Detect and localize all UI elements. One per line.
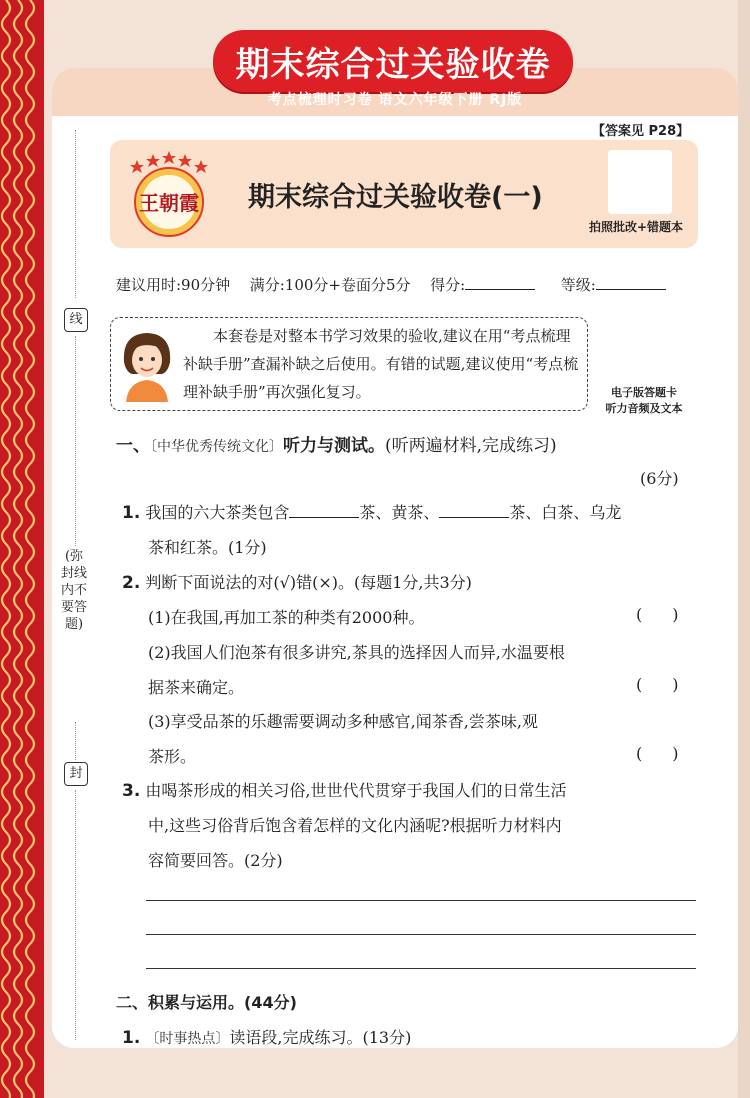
judge-item-2: (2)我国人们泡茶有很多讲究,茶具的选择因人而异,水温要根: [148, 643, 565, 662]
seal-line-dots-lower: [75, 722, 76, 760]
judge-answer-2[interactable]: (): [636, 675, 709, 694]
grade-label: 等级:: [560, 276, 596, 294]
suggested-time: 建议用时:90分钟: [116, 276, 231, 294]
question-1-continued: 茶和红茶。(1分): [148, 538, 267, 557]
judge-item-2-continued: 据茶来确定。: [148, 678, 245, 697]
question-3: [122, 778, 566, 801]
answer-blank-2[interactable]: [439, 503, 509, 518]
section-1-number: 一、: [116, 436, 150, 456]
judge-answer-3[interactable]: (): [636, 744, 709, 763]
score-label: 得分:: [430, 276, 466, 294]
decorative-ribbon-border: [0, 0, 44, 1098]
judge-answer-1[interactable]: (): [636, 605, 709, 624]
question-2-1-text: 读语段,完成练习。(13分): [229, 1028, 412, 1047]
question-2-1-tag: 〔时事热点〕: [145, 1031, 230, 1047]
usage-note-text: 本套卷是对整本书学习效果的验收,建议在用“考点梳理补缺手册”查漏补缺之后使用。有错的试题,建议使用“考点梳理补缺手册”再次强化复习。: [183, 327, 579, 401]
answer-line-3[interactable]: [146, 968, 696, 969]
side-char-xian: 线: [64, 308, 88, 332]
seal-line-dots-top: [75, 130, 76, 298]
answer-line-2[interactable]: [146, 934, 696, 935]
question-1-text-b: 茶、黄茶、: [359, 503, 440, 522]
question-3-line-3: 容简要回答。(2分): [148, 851, 283, 870]
question-2-number: 2.: [122, 573, 141, 593]
qr-code-placeholder[interactable]: [608, 150, 672, 214]
section-1-score: (6分): [640, 469, 679, 488]
seal-line-dots-bottom: [75, 790, 76, 1040]
answer-line-1[interactable]: [146, 900, 696, 901]
question-2-1: [122, 1025, 411, 1048]
banner: [213, 30, 573, 92]
section-2-heading: 二、积累与运用。(44分): [116, 993, 297, 1012]
score-blank[interactable]: [465, 275, 535, 290]
seal-line-note: (弥封线内不要答题): [60, 549, 87, 632]
grade-blank[interactable]: [596, 275, 666, 290]
full-score: 满分:100分+卷面分5分: [249, 276, 411, 294]
section-1-heading: [116, 431, 557, 456]
audio-text-label: 听力音频及文本: [605, 402, 683, 415]
question-3-number: 3.: [122, 781, 141, 801]
qr-label: 拍照批改+错题本: [589, 220, 684, 234]
question-1-number: 1.: [122, 503, 141, 523]
question-2: [122, 570, 472, 593]
brand-name: 王朝霞: [139, 191, 199, 215]
section-1-instruction: (听两遍材料,完成练习): [385, 436, 557, 456]
right-margin: [738, 0, 750, 1098]
digital-resources[interactable]: [596, 385, 692, 417]
exam-title: 期末综合过关验收卷(一): [248, 182, 543, 213]
question-1-text-c: 茶、白茶、乌龙: [509, 503, 622, 522]
section-1-title: 听力与测试。: [283, 436, 385, 456]
series-subtitle: 考点梳理时习卷 语文六年级下册 RJ版: [267, 92, 523, 108]
digital-answer-sheet-label: 电子版答题卡: [611, 386, 677, 399]
question-1-text-a: 我国的六大茶类包含: [145, 503, 290, 522]
teacher-avatar: [118, 328, 176, 402]
exam-info-row: [116, 274, 666, 295]
question-3-line-1: 由喝茶形成的相关习俗,世世代代贯穿于我国人们的日常生活: [145, 781, 567, 800]
question-2-text: 判断下面说法的对(√)错(×)。(每题1分,共3分): [145, 573, 472, 592]
side-char-feng: 封: [64, 762, 88, 786]
banner-title: 期末综合过关验收卷: [235, 44, 551, 85]
answer-reference: 【答案见 P28】: [592, 124, 690, 139]
question-3-line-2: 中,这些习俗背后饱含着怎样的文化内涵呢?根据听力材料内: [148, 816, 562, 835]
seal-line-dots-mid: [75, 336, 76, 546]
question-2-1-number: 1.: [122, 1028, 141, 1048]
question-1: [122, 500, 621, 523]
judge-item-1: (1)在我国,再加工茶的种类有2000种。: [148, 608, 425, 627]
answer-blank-1[interactable]: [289, 503, 359, 518]
judge-item-3-continued: 茶形。: [148, 747, 197, 766]
judge-item-3: (3)享受品茶的乐趣需要调动多种感官,闻茶香,尝茶味,观: [148, 712, 538, 731]
section-1-tag: 〔中华优秀传统文化〕: [150, 439, 283, 455]
brand-logo: [113, 150, 223, 240]
